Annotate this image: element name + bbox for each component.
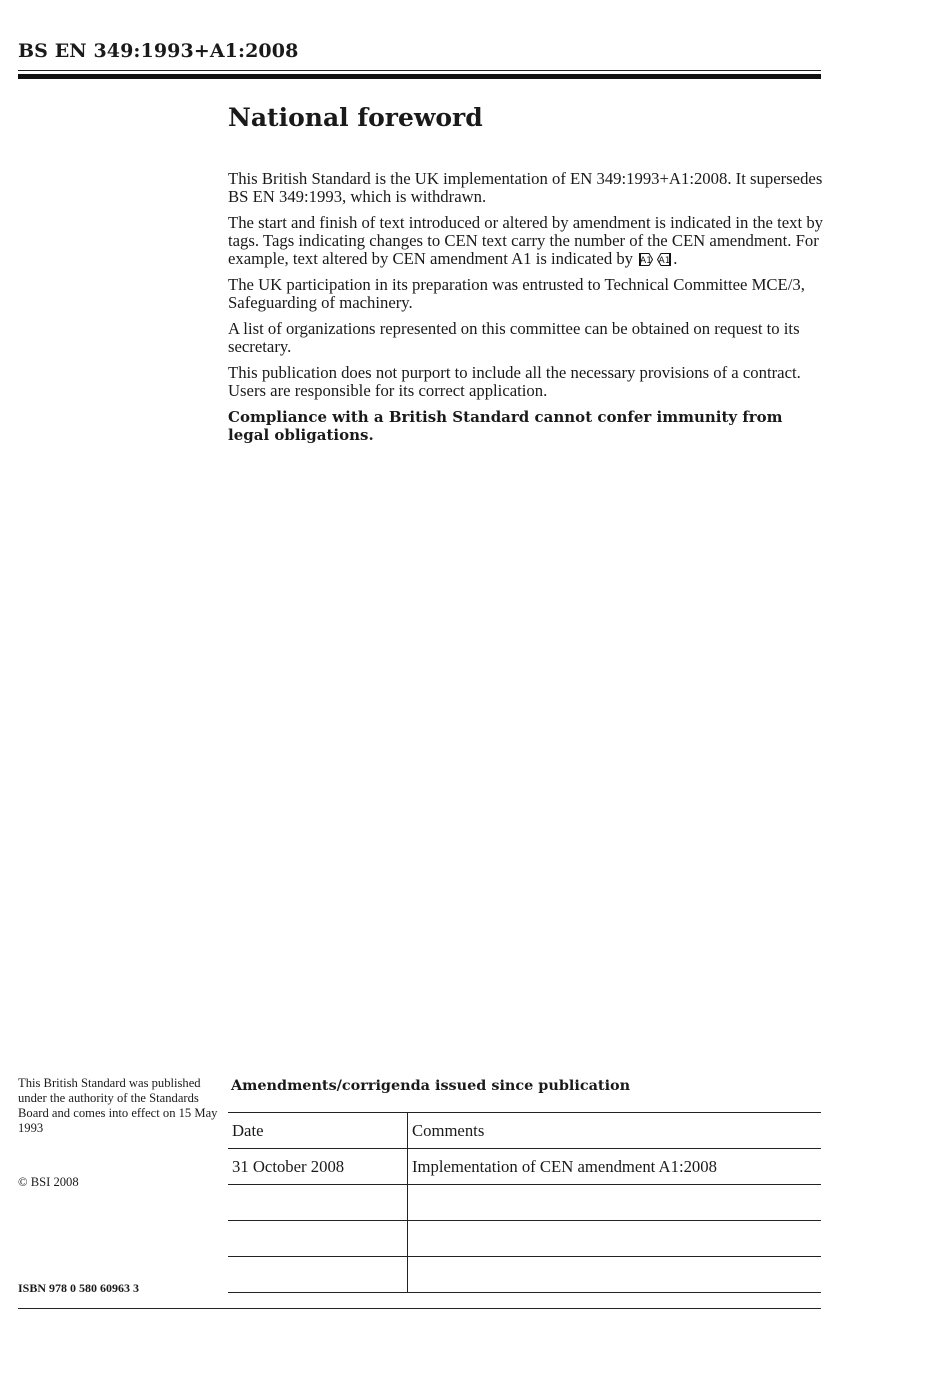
table-cell-comments xyxy=(408,1257,822,1293)
table-row xyxy=(228,1149,821,1185)
amendment-end-tag-label: A1 xyxy=(658,256,671,266)
table-cell-date xyxy=(228,1257,408,1293)
header-rule-thick xyxy=(18,74,821,79)
table-cell-comments xyxy=(408,1185,822,1221)
table-row xyxy=(228,1221,821,1257)
foreword-paragraph-3: The UK participation in its preparation was entrusted to Technical Committee MCE/3, Safeguarding of machinery. xyxy=(228,275,805,312)
table-cell-comments: Implementation of CEN amendment A1:2008 xyxy=(408,1149,822,1185)
publication-note: This British Standard was published under the authority of the Standards Board and comes into effect on 15 May 1993 xyxy=(18,1076,218,1135)
foreword-paragraph-2 xyxy=(228,214,828,268)
copyright-notice: © BSI 2008 xyxy=(18,1175,79,1189)
foreword-section xyxy=(228,103,828,452)
amendment-start-tag-label: A1 xyxy=(640,256,653,266)
table-header-row xyxy=(228,1113,821,1149)
foreword-paragraph-5: This publication does not purport to include all the necessary provisions of a contract. Users are responsible for its correct application. xyxy=(228,363,801,400)
table-cell-date xyxy=(228,1185,408,1221)
amendment-start-tag-icon xyxy=(639,253,653,266)
document-identifier: BS EN 349:1993+A1:2008 xyxy=(18,40,299,62)
amendments-table xyxy=(228,1112,821,1293)
foreword-paragraph-1: This British Standard is the UK implementation of EN 349:1993+A1:2008. It supersedes BS EN 349:1993, which is withdrawn. xyxy=(228,169,823,206)
table-header-comments: Comments xyxy=(408,1113,822,1149)
table-row xyxy=(228,1185,821,1221)
amendment-end-tag-icon xyxy=(657,253,671,266)
foreword-paragraph-4: A list of organizations represented on this committee can be obtained on request to its secretary. xyxy=(228,319,800,356)
foreword-paragraph-2-text: The start and finish of text introduced or altered by amendment is indicated in the text by tags. Tags indicating changes to CEN text carry the number of the CEN amendment. For example, text altered by CEN amendment A1 is indicated by xyxy=(228,213,824,268)
foreword-paragraph-2-end: . xyxy=(673,249,678,268)
table-cell-date xyxy=(228,1221,408,1257)
compliance-statement: Compliance with a British Standard cannot confer immunity from legal obligations. xyxy=(228,408,783,444)
table-row xyxy=(228,1257,821,1293)
table-header-date: Date xyxy=(228,1113,408,1149)
isbn: ISBN 978 0 580 60963 3 xyxy=(18,1281,140,1295)
page-title: National foreword xyxy=(228,103,483,132)
table-cell-comments xyxy=(408,1221,822,1257)
table-cell-date: 31 October 2008 xyxy=(228,1149,408,1185)
header-rule-thin xyxy=(18,70,821,71)
footer-rule xyxy=(18,1308,821,1309)
amendments-table-title: Amendments/corrigenda issued since publication xyxy=(231,1077,631,1094)
